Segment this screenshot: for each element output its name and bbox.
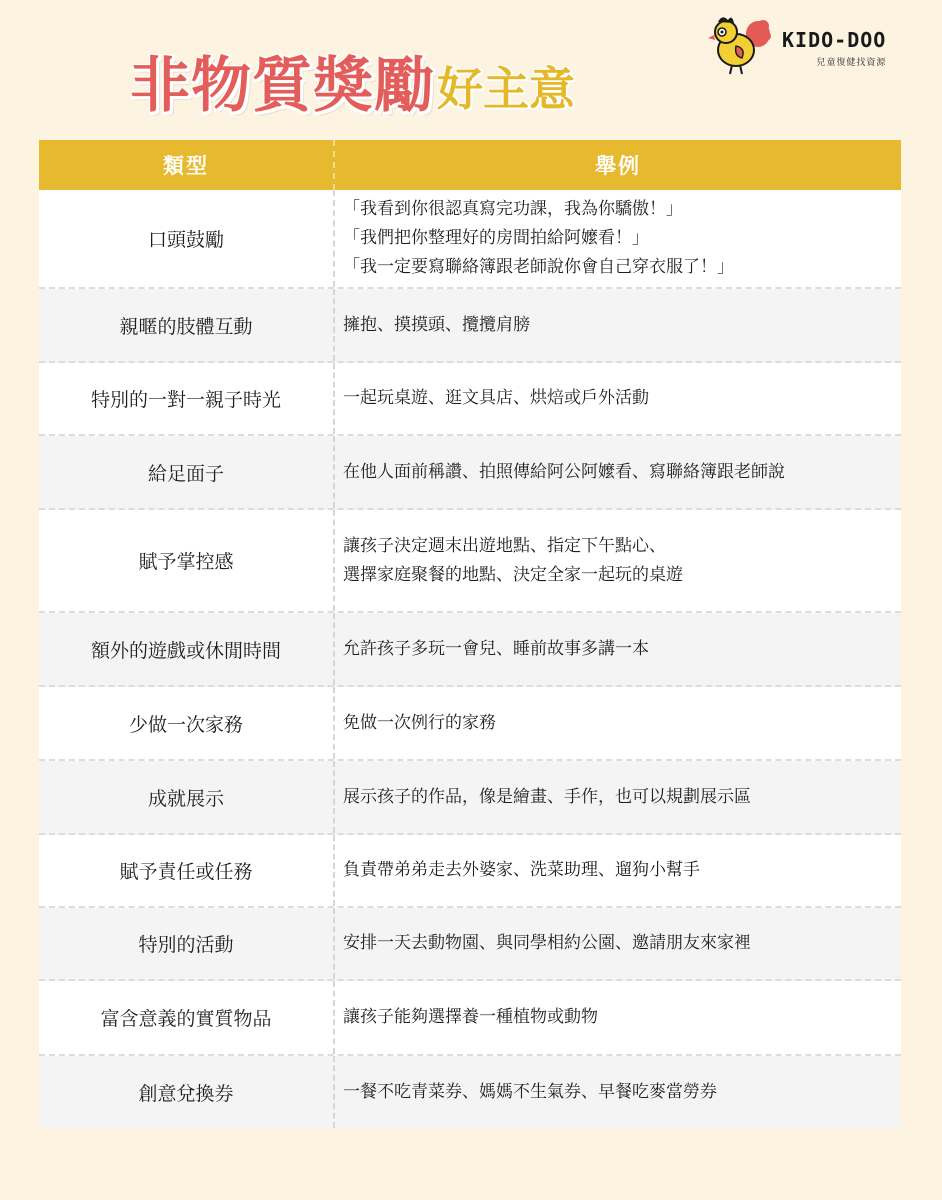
table-row xyxy=(39,835,901,908)
table-row xyxy=(39,510,901,613)
reward-examples xyxy=(335,835,901,906)
reward-type: 特別的活動 xyxy=(39,908,335,979)
example-line: 一餐不吃青菜券、媽媽不生氣券、早餐吃麥當勞券 xyxy=(343,1081,717,1102)
reward-examples xyxy=(335,687,901,759)
example-line: 讓孩子決定週末出遊地點、指定下午點心、 xyxy=(343,535,666,556)
title-sub: 好主意 xyxy=(437,62,575,116)
reward-type: 富含意義的實質物品 xyxy=(39,981,335,1054)
logo-tagline: 兒童復健找資源 xyxy=(816,58,887,68)
table-body xyxy=(39,190,901,1128)
table-row xyxy=(39,908,901,981)
reward-examples xyxy=(335,510,901,611)
logo xyxy=(706,12,886,76)
table-row xyxy=(39,363,901,436)
reward-type: 創意兌換券 xyxy=(39,1056,335,1128)
reward-type: 給足面子 xyxy=(39,436,335,508)
reward-type: 額外的遊戲或休閒時間 xyxy=(39,613,335,685)
reward-examples xyxy=(335,613,901,685)
reward-examples xyxy=(335,908,901,979)
example-line: 在他人面前稱讚、拍照傳給阿公阿嬤看、寫聯絡簿跟老師說 xyxy=(343,461,785,482)
example-line: 安排一天去動物園、與同學相約公園、邀請朋友來家裡 xyxy=(343,933,751,953)
example-line: 免做一次例行的家務 xyxy=(343,712,496,733)
reward-examples xyxy=(335,363,901,434)
header-type: 類型 xyxy=(39,140,335,190)
table-row xyxy=(39,981,901,1056)
example-line: 「我看到你很認真寫完功課，我為你驕傲！」 xyxy=(343,199,683,219)
reward-examples xyxy=(335,289,901,361)
table-row xyxy=(39,1056,901,1128)
reward-type: 賦予責任或任務 xyxy=(39,835,335,906)
reward-examples xyxy=(335,190,901,287)
reward-type: 口頭鼓勵 xyxy=(39,190,335,287)
reward-type: 親暱的肢體互動 xyxy=(39,289,335,361)
table-header xyxy=(39,140,901,190)
example-line: 讓孩子能夠選擇養一種植物或動物 xyxy=(343,1007,598,1027)
reward-type: 賦予掌控感 xyxy=(39,510,335,611)
reward-type: 成就展示 xyxy=(39,761,335,833)
table-row xyxy=(39,436,901,510)
reward-type: 特別的一對一親子時光 xyxy=(39,363,335,434)
chicken-mascot-icon xyxy=(706,12,776,76)
table-row xyxy=(39,761,901,835)
example-line: 負責帶弟弟走去外婆家、洗菜助理、遛狗小幫手 xyxy=(343,860,700,880)
title-main: 非物質獎勵 xyxy=(130,51,435,121)
table-row xyxy=(39,289,901,363)
example-line: 「我們把你整理好的房間拍給阿嬤看！」 xyxy=(343,228,649,248)
example-line: 展示孩子的作品，像是繪畫、手作，也可以規劃展示區 xyxy=(343,786,751,807)
rewards-table xyxy=(39,140,901,1128)
example-line: 一起玩桌遊、逛文具店、烘焙或戶外活動 xyxy=(343,388,649,408)
example-line: 「我一定要寫聯絡簿跟老師說你會自己穿衣服了！」 xyxy=(343,257,734,277)
reward-examples xyxy=(335,761,901,833)
example-line: 允許孩子多玩一會兒、睡前故事多講一本 xyxy=(343,638,649,659)
logo-name: KIDO-DOO xyxy=(782,28,887,52)
reward-examples xyxy=(335,1056,901,1128)
example-line: 選擇家庭聚餐的地點、決定全家一起玩的桌遊 xyxy=(343,564,683,585)
table-row xyxy=(39,190,901,289)
table-row xyxy=(39,687,901,761)
example-line: 擁抱、摸摸頭、攬攬肩膀 xyxy=(343,314,530,335)
reward-examples xyxy=(335,436,901,508)
header-example: 舉例 xyxy=(595,154,641,178)
reward-examples xyxy=(335,981,901,1054)
reward-type: 少做一次家務 xyxy=(39,687,335,759)
table-row xyxy=(39,613,901,687)
page-title xyxy=(130,50,575,122)
